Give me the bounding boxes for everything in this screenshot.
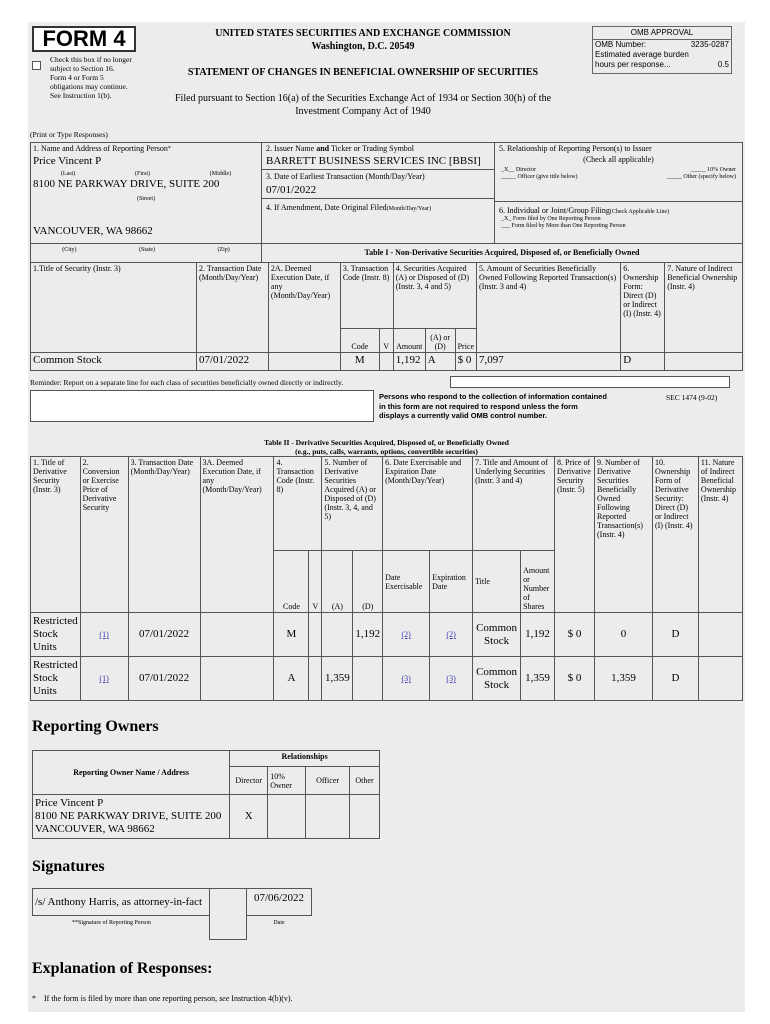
t2-row-title: Restricted Stock Units	[31, 613, 81, 657]
t1-row-aord: A	[425, 353, 455, 371]
checkbox-text: Check this box if no longer subject to Section 16. Form 4 or Form 5 obligations may continue. See Instruction 1(b).	[50, 55, 132, 100]
table2-title: Table II - Derivative Securities Acquired, Disposed of, or Beneficially Owned	[264, 438, 509, 447]
omb-number-label: OMB Number:	[595, 40, 647, 49]
t2-row-nature	[698, 613, 742, 657]
t2-row-ul-title: Common Stock	[473, 657, 521, 701]
table1-non-derivative	[30, 262, 743, 371]
issuer-name: BARRETT BUSINESS SERVICES INC [BBSI]	[266, 155, 481, 167]
no-longer-subject-checkbox[interactable]	[32, 57, 41, 75]
t1-row-code: M	[340, 353, 379, 371]
city-label: (City)	[62, 247, 77, 253]
reporting-person-name: Price Vincent P	[33, 155, 102, 167]
agency-title: UNITED STATES SECURITIES AND EXCHANGE COMMISSION	[215, 28, 511, 39]
t1-header-title: 1.Title of Security (Instr. 3)	[31, 263, 197, 353]
t2-row-v	[309, 613, 322, 657]
t2-row-conv-footnote[interactable]: (1)	[80, 613, 128, 657]
t2-row-ul-amount: 1,192	[521, 613, 555, 657]
t2-header-underlying: 7. Title and Amount of Underlying Securities (Instr. 3 and 4)	[473, 457, 555, 551]
other-checkbox[interactable]: _____ Other (specify below)	[666, 174, 736, 180]
t2-row-price: $ 0	[555, 613, 595, 657]
signature-date: 07/06/2022	[253, 892, 305, 904]
t2-sub-v: V	[309, 551, 322, 613]
city-state-zip-labels	[30, 243, 262, 263]
agency-location: Washington, D.C. 20549	[311, 41, 415, 52]
t1-row-deemed	[268, 353, 340, 371]
t2-row-form: D	[652, 613, 698, 657]
t1-sub-v: V	[379, 329, 393, 353]
officer-checkbox[interactable]: _____ Officer (give title below)	[501, 174, 578, 180]
t2-row-code: M	[274, 613, 309, 657]
t2-header-form: 10. Ownership Form of Derivative Security: Direct (D) or Indirect (I) (Instr. 4)	[652, 457, 698, 613]
relationship-label: 5. Relationship of Reporting Person(s) to Issuer	[499, 144, 652, 153]
filing-label: 6. Individual or Joint/Group Filing(Check Applicable Line)	[499, 206, 670, 215]
amendment-label: 4. If Amendment, Date Original Filed(Month/Day/Year)	[266, 203, 432, 212]
t1-row-date: 07/01/2022	[197, 353, 269, 371]
print-type-note: (Print or Type Responses)	[30, 130, 108, 139]
t2-header-number: 5. Number of Derivative Securities Acquired (A) or Disposed of (D) (Instr. 3, 4, and 5)	[322, 457, 383, 551]
owner-officer	[306, 795, 350, 839]
table-row	[31, 657, 743, 701]
t1-header-ownership: 6. Ownership Form: Direct (D) or Indirect (I) (Instr. 4)	[621, 263, 665, 353]
table-row	[31, 353, 743, 371]
signature-date-label: Date	[273, 920, 285, 926]
t2-sub-a: (A)	[322, 551, 353, 613]
owner-col-other: Other	[350, 767, 380, 795]
relationship-box	[494, 142, 743, 202]
t1-row-form: D	[621, 353, 665, 371]
t2-row-owned: 1,359	[595, 657, 653, 701]
form-title: FORM 4	[32, 26, 136, 52]
t2-row-a	[322, 613, 353, 657]
t2-header-owned: 9. Number of Derivative Securities Beneficially Owned Following Reported Transaction(s) (Instr. 4)	[595, 457, 653, 613]
t2-row-owned: 0	[595, 613, 653, 657]
persons-notice: Persons who respond to the collection of information contained in this form are not required to respond unless the form displays a currently valid OMB control number.	[379, 392, 607, 420]
owner-col-name: Reporting Owner Name / Address	[33, 751, 230, 795]
t1-sub-amount: Amount	[393, 329, 425, 353]
earliest-transaction-box	[261, 169, 495, 199]
t2-row-code: A	[274, 657, 309, 701]
issuer-label: 2. Issuer Name and Ticker or Trading Symbol	[266, 144, 415, 153]
table-row	[31, 613, 743, 657]
reporting-owners-heading: Reporting Owners	[32, 718, 159, 735]
t1-header-amount: 5. Amount of Securities Beneficially Owned Following Reported Transaction(s) (Instr. 3 and 4)	[477, 263, 621, 353]
filing-more-option[interactable]: ___ Form filed by More than One Reporting Person	[501, 223, 626, 229]
omb-approval-box	[592, 26, 732, 74]
omb-title: OMB APPROVAL	[593, 27, 731, 40]
t2-row-title: Restricted Stock Units	[31, 657, 81, 701]
omb-hours-row	[593, 60, 731, 70]
owner-col-relationships: Relationships	[230, 751, 380, 767]
t2-row-d	[353, 657, 383, 701]
t2-row-exercisable-footnote[interactable]: (2)	[383, 613, 430, 657]
form-page	[28, 22, 745, 1012]
t2-sub-expiration: Expiration Date	[430, 551, 473, 613]
signature-box	[32, 888, 210, 916]
amendment-box	[261, 198, 495, 244]
filing-box	[494, 201, 743, 244]
t2-row-deemed	[200, 657, 274, 701]
reporting-person-city: VANCOUVER, WA 98662	[33, 225, 153, 237]
t2-header-date: 3. Transaction Date (Month/Day/Year)	[128, 457, 200, 613]
reminder-text: Reminder: Report on a separate line for each class of securities beneficially owned directly or indirectly.	[30, 378, 344, 387]
omb-burden-label: Estimated average burden	[595, 50, 689, 59]
t2-row-nature	[698, 657, 742, 701]
relationship-sub: (Check all applicable)	[583, 155, 654, 164]
t1-header-date: 2. Transaction Date (Month/Day/Year)	[197, 263, 269, 353]
t1-row-v	[379, 353, 393, 371]
t1-sub-aord: (A) or (D)	[425, 329, 455, 353]
t2-header-nature: 11. Nature of Indirect Beneficial Ownership (Instr. 4)	[698, 457, 742, 613]
earliest-transaction-date: 07/01/2022	[266, 184, 317, 196]
omb-number-row	[593, 40, 731, 50]
sec-code: SEC 1474 (9-02)	[666, 393, 718, 402]
street-sublabel: (Street)	[137, 196, 155, 202]
t2-row-conv-footnote[interactable]: (1)	[80, 657, 128, 701]
owner-col-ten: 10% Owner	[268, 767, 306, 795]
signature-spacer	[209, 888, 247, 940]
t2-row-ul-amount: 1,359	[521, 657, 555, 701]
t2-row-deemed	[200, 613, 274, 657]
owner-director: X	[230, 795, 268, 839]
t2-sub-amount: Amount or Number of Shares	[521, 551, 555, 613]
signature-label: **Signature of Reporting Person	[72, 920, 151, 926]
omb-hours: 0.5	[717, 60, 729, 69]
t2-row-date: 07/01/2022	[128, 613, 200, 657]
t2-row-expiration-footnote[interactable]: (2)	[430, 613, 473, 657]
owner-other	[350, 795, 380, 839]
t2-row-price: $ 0	[555, 657, 595, 701]
filed-pursuant-line1: Filed pursuant to Section 16(a) of the Securities Exchange Act of 1934 or Section 30(h) of the	[174, 93, 552, 104]
t2-header-title: 1. Title of Derivative Security (Instr. 3)	[31, 457, 81, 613]
owner-col-officer: Officer	[306, 767, 350, 795]
t2-row-form: D	[652, 657, 698, 701]
t1-sub-price: Price	[455, 329, 476, 353]
earliest-transaction-label: 3. Date of Earliest Transaction (Month/Day/Year)	[266, 172, 425, 181]
director-checkbox[interactable]: _X__ Director	[501, 167, 536, 173]
reporting-owners-table	[32, 750, 380, 839]
t2-sub-code: Code	[274, 551, 309, 613]
omb-number: 3235-0287	[690, 40, 729, 49]
t2-header-deemed: 3A. Deemed Execution Date, if any (Month/Day/Year)	[200, 457, 274, 613]
t2-header-code: 4. Transaction Code (Instr. 8)	[274, 457, 322, 551]
t2-row-d: 1,192	[353, 613, 383, 657]
t2-sub-exercisable: Date Exercisable	[383, 551, 430, 613]
t1-row-owned: 7,097	[477, 353, 621, 371]
table2-derivative	[30, 456, 743, 701]
t1-header-deemed: 2A. Deemed Execution Date, if any (Month/Day/Year)	[268, 263, 340, 353]
filing-one-option[interactable]: _X_ Form filed by One Reporting Person	[501, 216, 601, 222]
t1-row-title: Common Stock	[31, 353, 197, 371]
reporting-person-street: 8100 NE PARKWAY DRIVE, SUITE 200	[33, 178, 220, 190]
table1-title: Table I - Non-Derivative Securities Acquired, Disposed of, or Beneficially Owned	[261, 243, 743, 263]
t1-header-securities: 4. Securities Acquired (A) or Disposed of (D) (Instr. 3, 4 and 5)	[393, 263, 476, 329]
table2-subtitle: (e.g., puts, calls, warrants, options, convertible securities)	[295, 447, 478, 456]
t1-row-price: $ 0	[455, 353, 476, 371]
explanation-heading: Explanation of Responses:	[32, 960, 213, 977]
reminder-blank-left	[30, 390, 374, 422]
t2-row-v	[309, 657, 322, 701]
t1-header-nature: 7. Nature of Indirect Beneficial Ownership (Instr. 4)	[665, 263, 743, 353]
statement-title: STATEMENT OF CHANGES IN BENEFICIAL OWNERSHIP OF SECURITIES	[187, 67, 539, 78]
signature-date-box	[246, 888, 312, 916]
t2-sub-d: (D)	[353, 551, 383, 613]
issuer-box	[261, 142, 495, 170]
t1-row-nature	[665, 353, 743, 371]
t2-sub-title: Title	[473, 551, 521, 613]
t2-row-expiration-footnote[interactable]: (3)	[430, 657, 473, 701]
reminder-blank-right	[450, 376, 730, 388]
filed-pursuant-line2: Investment Company Act of 1940	[295, 106, 431, 117]
state-label: (State)	[139, 247, 155, 253]
t2-row-date: 07/01/2022	[128, 657, 200, 701]
t1-row-amount: 1,192	[393, 353, 425, 371]
t2-header-exercisable: 6. Date Exercisable and Expiration Date (Month/Day/Year)	[383, 457, 473, 551]
ten-percent-checkbox[interactable]: _____ 10% Owner	[690, 167, 736, 173]
reporting-person-label: 1. Name and Address of Reporting Person*	[33, 144, 171, 153]
signature-value: /s/ Anthony Harris, as attorney-in-fact	[35, 896, 203, 908]
explanation-note: * If the form is filed by more than one reporting person, see Instruction 4(b)(v).	[32, 994, 293, 1003]
t2-row-ul-title: Common Stock	[473, 613, 521, 657]
omb-hours-label: hours per response...	[595, 60, 671, 69]
signatures-heading: Signatures	[32, 858, 105, 875]
zip-label: (Zip)	[217, 247, 230, 253]
t2-header-price: 8. Price of Derivative Security (Instr. 5)	[555, 457, 595, 613]
t2-row-exercisable-footnote[interactable]: (3)	[383, 657, 430, 701]
t2-row-a: 1,359	[322, 657, 353, 701]
t1-header-code: 3. Transaction Code (Instr. 8)	[340, 263, 393, 329]
t2-header-conversion: 2. Conversion or Exercise Price of Derivative Security	[80, 457, 128, 613]
table-row	[33, 795, 380, 839]
name-sublabels: (Last) (First) (Middle)	[60, 171, 232, 177]
t1-sub-code: Code	[340, 329, 379, 353]
owner-ten	[268, 795, 306, 839]
owner-col-director: Director	[230, 767, 268, 795]
owner-name-address: Price Vincent P 8100 NE PARKWAY DRIVE, SUITE 200 VANCOUVER, WA 98662	[33, 795, 230, 839]
reporting-person-box	[30, 142, 262, 244]
